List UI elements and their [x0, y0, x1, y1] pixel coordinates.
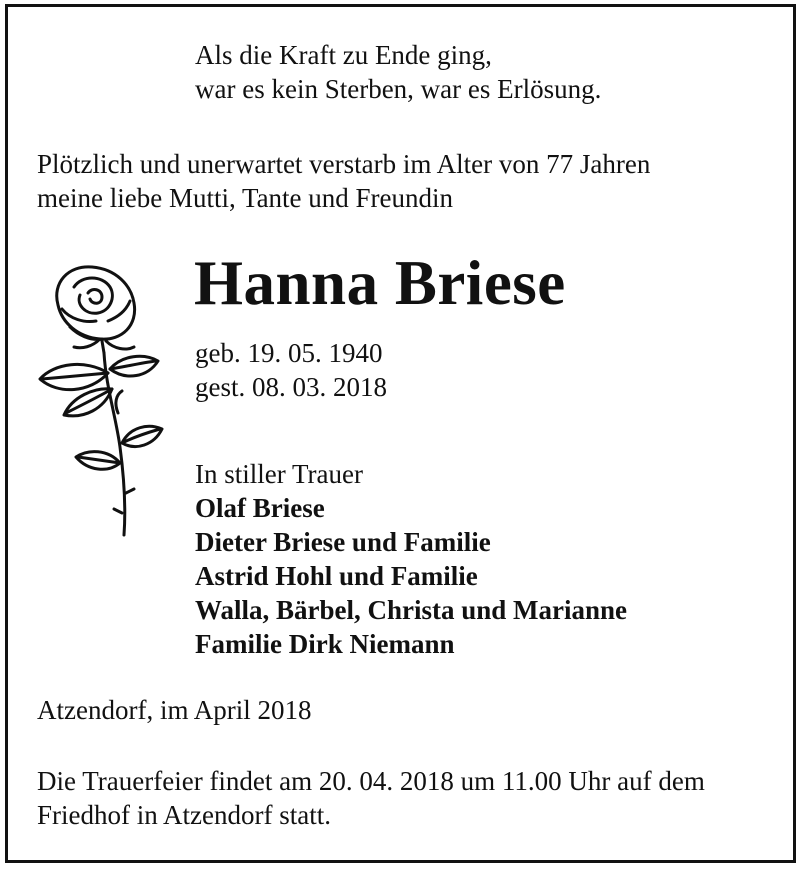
quote-line-1: Als die Kraft zu Ende ging, — [195, 40, 492, 70]
mourners-list — [195, 457, 627, 661]
mourning-heading: In stiller Trauer — [195, 459, 363, 489]
obituary-notice — [5, 4, 796, 863]
place-and-date: Atzendorf, im April 2018 — [37, 695, 312, 725]
mourner-name: Dieter Briese und Familie — [195, 527, 491, 557]
birth-date: geb. 19. 05. 1940 — [195, 338, 383, 368]
announcement-text — [37, 147, 771, 215]
rose-icon — [30, 257, 180, 542]
mourner-name: Astrid Hohl und Familie — [195, 561, 478, 591]
mourner-name: Olaf Briese — [195, 493, 325, 523]
announcement-line-1: Plötzlich und unerwartet verstarb im Alter von 77 Jahren — [37, 149, 651, 179]
deceased-name: Hanna Briese — [194, 248, 566, 318]
mourner-name: Walla, Bärbel, Christa und Marianne — [195, 595, 628, 625]
memorial-quote — [195, 38, 601, 106]
quote-line-2: war es kein Sterben, war es Erlösung. — [195, 74, 602, 104]
funeral-line-1: Die Trauerfeier findet am 20. 04. 2018 um 11.00 Uhr auf dem — [37, 766, 705, 796]
announcement-line-2: meine liebe Mutti, Tante und Freundin — [37, 183, 454, 213]
funeral-line-2: Friedhof in Atzendorf statt. — [37, 800, 331, 830]
mourner-name: Familie Dirk Niemann — [195, 629, 455, 659]
life-dates — [195, 336, 387, 404]
funeral-details — [37, 764, 705, 832]
death-date: gest. 08. 03. 2018 — [195, 372, 387, 402]
